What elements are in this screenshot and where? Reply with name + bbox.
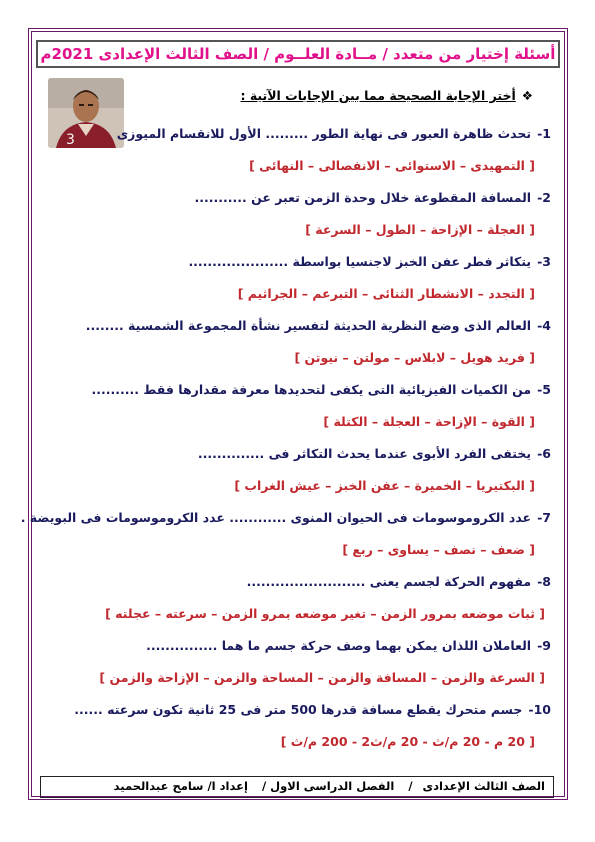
instruction-text: أختر الإجابة الصحيحة مما بين الإجابات الآتية : xyxy=(240,88,516,103)
options-1: [ التمهيدى – الاستوائى – الانفصالى – النهائى ] xyxy=(249,158,535,173)
options-2: [ العجلة – الإزاحة – الطول – السرعة ] xyxy=(305,222,535,237)
page-header: أسئلة إختيار من متعدد / مــادة العلــوم / الصف الثالث الإعدادى 2021م xyxy=(36,40,560,68)
page-footer: الصف الثالث الإعدادى/ الفصل الدراسى الاول / إعداد ا/ سامح عبدالحميد xyxy=(40,776,554,798)
options-5: [ القوة – الإزاحة – العجلة – الكتلة ] xyxy=(323,414,535,429)
options-8: [ ثبات موضعه بمرور الزمن – تغير موضعه بمرو الزمن – سرعته – عجلته ] xyxy=(105,606,545,621)
question-4: 4-العالم الذى وضع النظرية الحديثة لتفسير نشأة المجموعة الشمسية ........ xyxy=(85,318,551,333)
footer-author: إعداد ا/ سامح عبدالحميد xyxy=(113,779,248,793)
question-2: 2-المسافة المقطوعة خلال وحدة الزمن تعبر عن ........... xyxy=(194,190,551,205)
options-3: [ التجدد – الانشطار الثنائى – التبرعم – الجراثيم ] xyxy=(237,286,535,301)
options-6: [ البكتيريا – الخميرة – عفن الخبز – عيش الغراب ] xyxy=(234,478,535,493)
diamond-bullet-icon: ❖ xyxy=(521,88,533,103)
footer-term: الفصل الدراسى الاول / xyxy=(261,779,395,793)
footer-grade: الصف الثالث الإعدادى xyxy=(422,779,545,793)
instruction xyxy=(241,88,534,103)
question-8: 8-مفهوم الحركة لجسم يعنى ......................... xyxy=(246,574,551,589)
svg-text:3: 3 xyxy=(66,132,75,148)
question-9: 9-العاملان اللذان يمكن بهما وصف حركة جسم ما هما ............... xyxy=(146,638,551,653)
question-1: 1-تحدث ظاهرة العبور فى نهاية الطور ......... الأول للانقسام الميوزى xyxy=(116,126,551,141)
question-3: 3-يتكاثر فطر عفن الخبز لاجنسيا بواسطة ..................... xyxy=(188,254,551,269)
options-10: [ 20 م - 20 م/ث - 20 م/ث2 - 200 م/ث ] xyxy=(280,734,535,749)
question-7: 7-عدد الكروموسومات فى الحيوان المنوى ............ عدد الكروموسومات فى البويضة . xyxy=(20,510,551,525)
options-7: [ ضعف – نصف – يساوى – ربع ] xyxy=(342,542,535,557)
author-photo xyxy=(48,78,124,148)
options-4: [ فريد هويل – لابلاس – مولتن – نيوتن ] xyxy=(294,350,535,365)
question-5: 5-من الكميات الفيزيائية التى يكفى لتحديدها معرفة مقدارها فقط .......... xyxy=(91,382,551,397)
question-6: 6-يختفى الفرد الأبوى عندما يحدث التكاثر فى .............. xyxy=(197,446,551,461)
options-9: [ السرعة والزمن – المسافة والزمن – المساحة والزمن – الإزاحة والزمن ] xyxy=(99,670,545,685)
question-10: 10-جسم متحرك يقطع مسافة قدرها 500 متر فى 25 ثانية تكون سرعته ...... xyxy=(74,702,551,717)
